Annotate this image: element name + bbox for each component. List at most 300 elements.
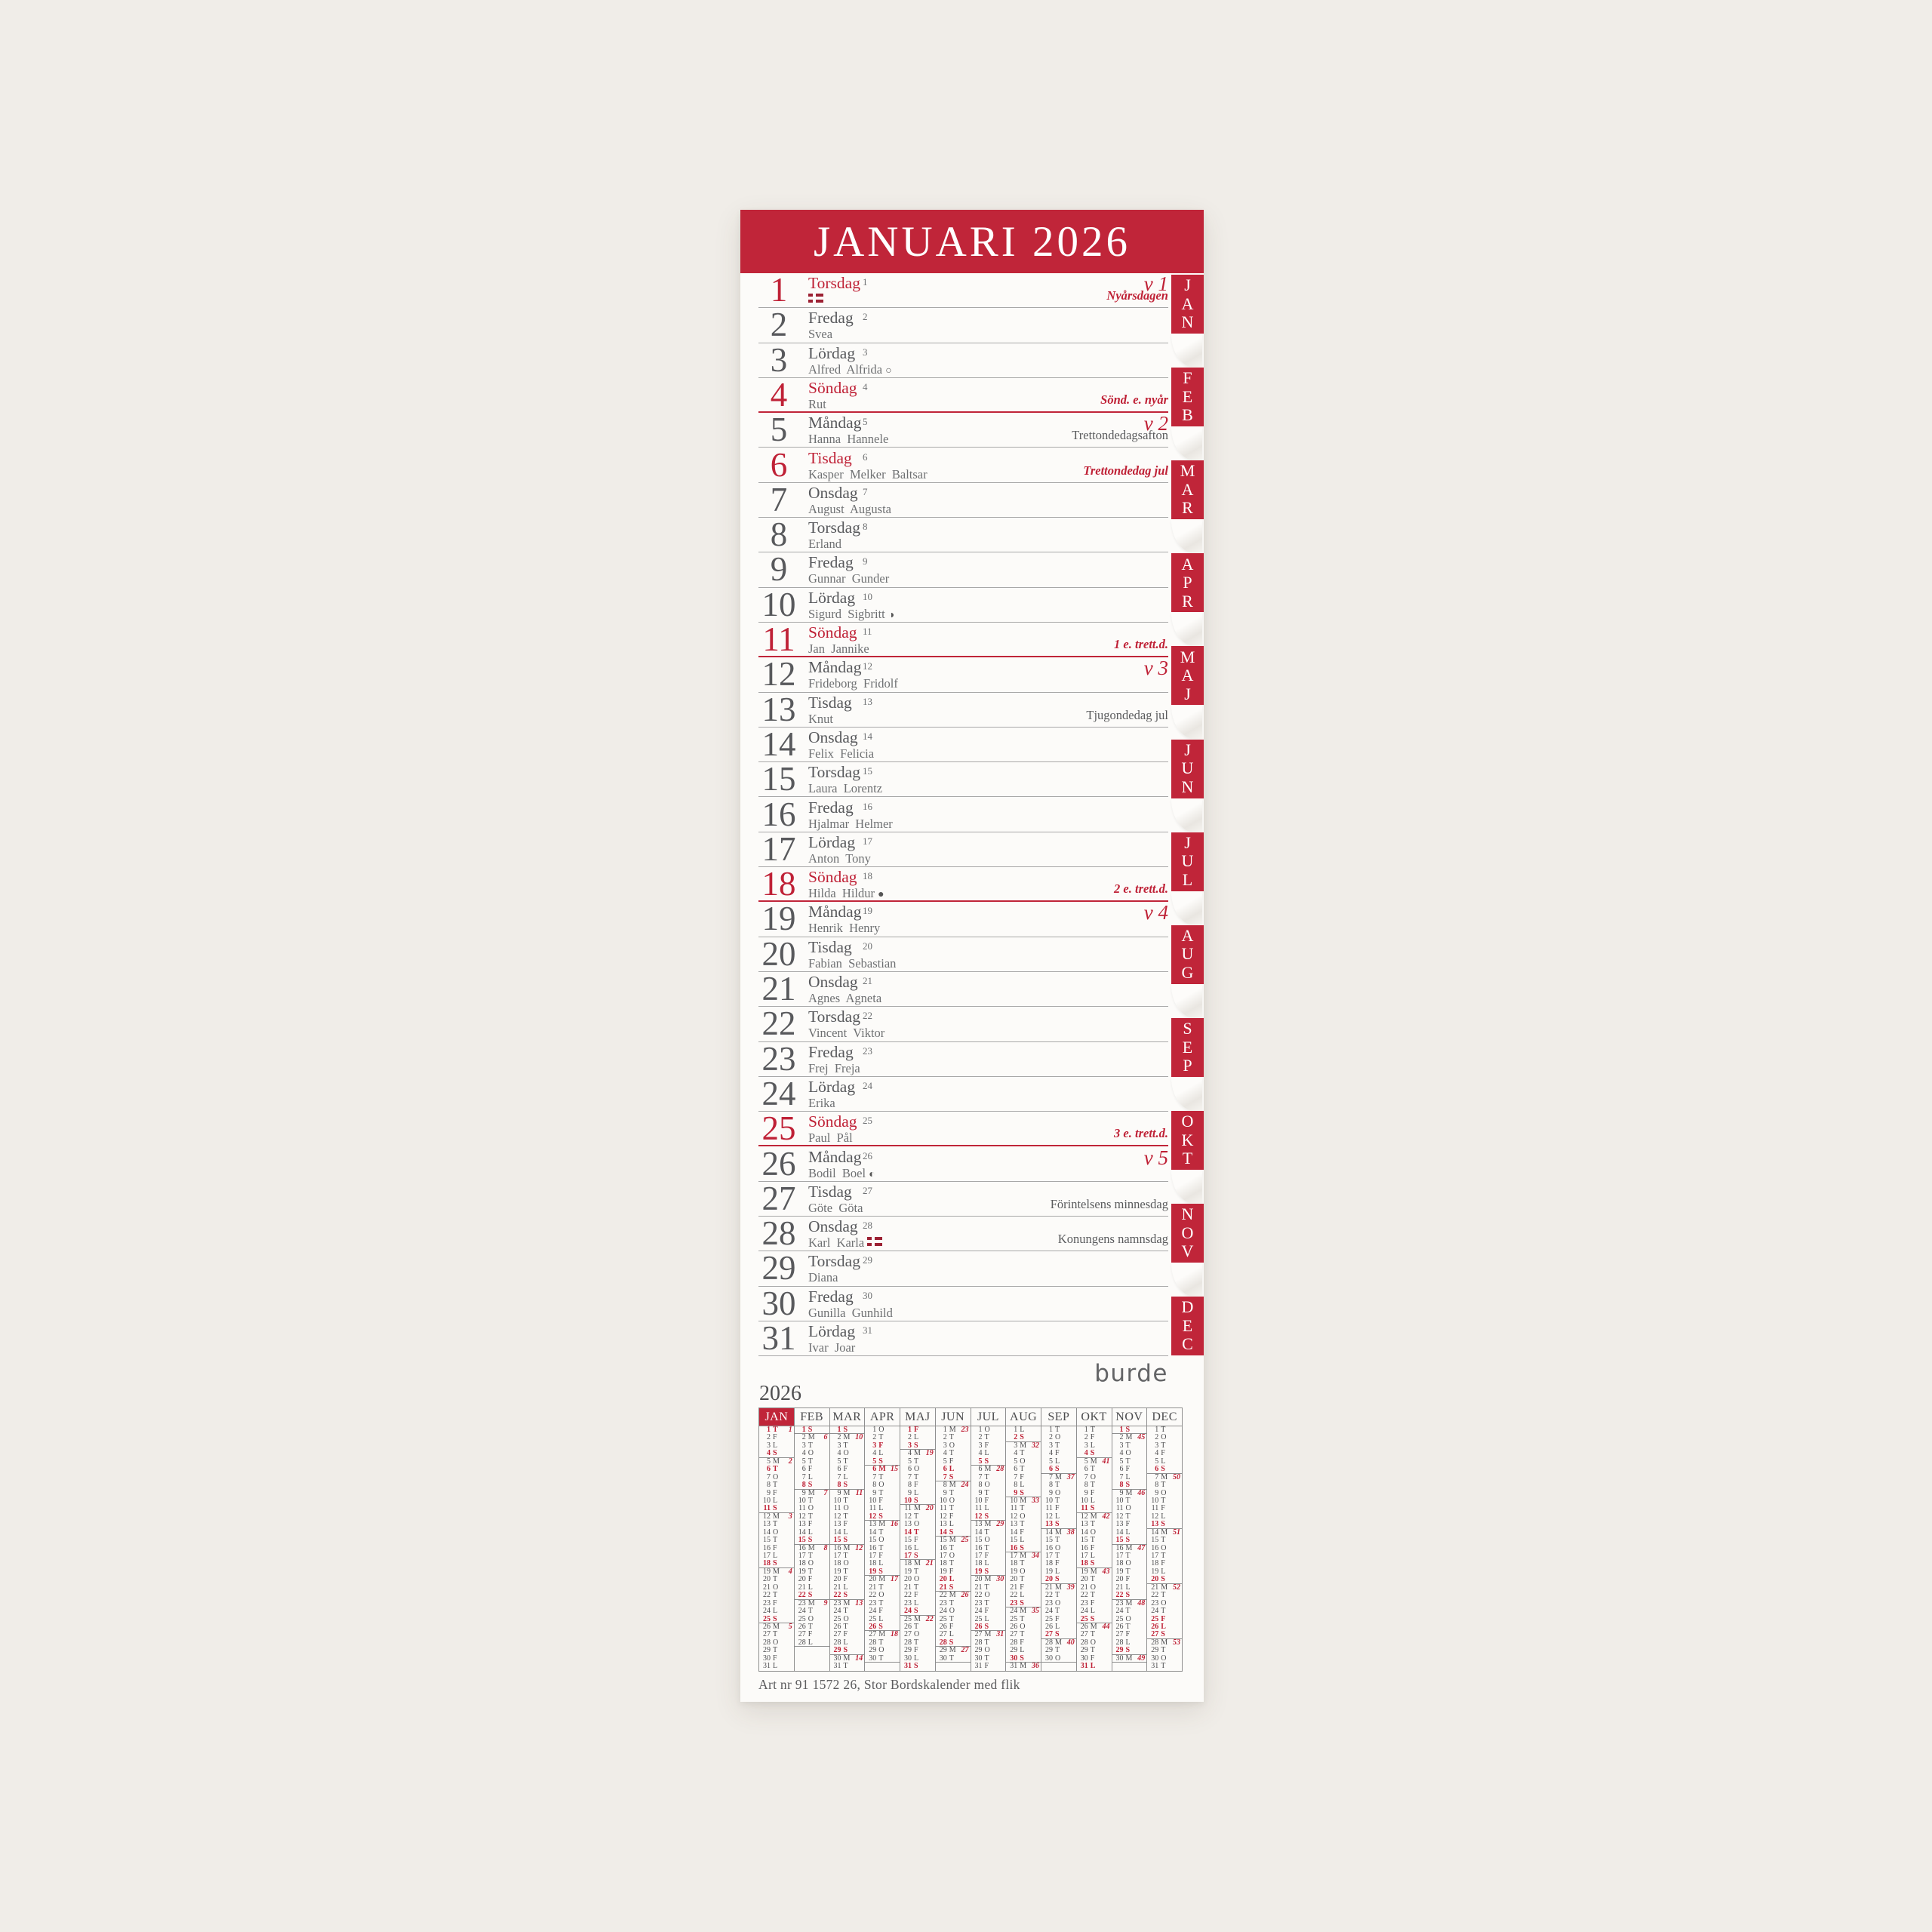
mini-weekday-letter: S: [773, 1614, 777, 1623]
mini-weekday-letter: L: [1055, 1567, 1060, 1576]
mini-day-number: 13: [1045, 1520, 1053, 1529]
mini-weekday-letter: T: [808, 1622, 813, 1631]
mini-weekday-letter: S: [1055, 1520, 1060, 1529]
holiday-note: Nyårsdagen: [1106, 288, 1168, 303]
name-days: Erland: [808, 537, 841, 552]
mini-day-number: 1: [1084, 1426, 1088, 1434]
mini-weekday-letter: T: [1055, 1536, 1060, 1545]
tab-letter: J: [1184, 740, 1191, 759]
mini-day-number: 1: [767, 1426, 771, 1434]
mini-weekday-letter: F: [914, 1646, 918, 1655]
mini-day-number: 21: [798, 1583, 806, 1592]
mini-day-number: 16: [1080, 1543, 1088, 1552]
month-tab-maj[interactable]: [1171, 646, 1204, 705]
mini-weekday-letter: L: [878, 1449, 884, 1458]
mini-day-number: 7: [767, 1472, 771, 1481]
mini-day-number: 16: [833, 1543, 841, 1552]
page-curl: [1171, 1170, 1202, 1204]
year-table: [758, 1407, 1183, 1672]
mini-day-number: 16: [939, 1543, 947, 1552]
mini-day-number: 15: [763, 1536, 771, 1545]
tab-letter: M: [1180, 461, 1195, 481]
mini-weekday-letter: O: [1161, 1598, 1167, 1607]
day-row: [758, 515, 1168, 554]
mini-day-number: 3: [1084, 1441, 1088, 1450]
mini-day-number: 31: [1151, 1662, 1159, 1671]
note-column-day-number: 16: [863, 800, 872, 812]
mini-day-number: 9: [1155, 1488, 1159, 1497]
weekday-label: Måndag: [808, 658, 862, 677]
mini-weekday-letter: L: [843, 1583, 848, 1592]
mini-weekday-letter: T: [1161, 1426, 1166, 1434]
month-tab-mar[interactable]: [1171, 460, 1204, 519]
mini-day-number: 26: [798, 1622, 806, 1631]
day-row-annotations: [866, 693, 1168, 727]
mini-weekday-letter: L: [949, 1520, 954, 1529]
mini-week-number: 3: [788, 1512, 792, 1521]
note-column-day-number: 19: [863, 905, 872, 917]
mini-weekday-letter: T: [949, 1614, 954, 1623]
month-tab-jan[interactable]: [1171, 275, 1204, 334]
day-row-annotations: [866, 1042, 1168, 1076]
mini-week-number: 22: [925, 1614, 934, 1623]
mini-weekday-letter: O: [1055, 1543, 1061, 1552]
mini-weekday-letter: L: [773, 1607, 778, 1616]
month-tab-jul[interactable]: [1171, 832, 1204, 891]
mini-day-number: 22: [798, 1591, 806, 1600]
mini-day-number: 28: [939, 1638, 947, 1647]
mini-day-number: 26: [904, 1622, 912, 1631]
mini-day-number: 18: [833, 1559, 841, 1568]
name-days: Hilda Hildur ●: [808, 886, 884, 901]
tab-letter: A: [1181, 925, 1194, 945]
mini-weekday-letter: S: [949, 1583, 954, 1592]
mini-weekday-letter: T: [1020, 1559, 1025, 1568]
day-number: 15: [761, 760, 796, 798]
mini-day-number: 23: [1151, 1598, 1159, 1607]
mini-weekday-letter: T: [1125, 1567, 1131, 1576]
mini-day-number: 10: [974, 1496, 983, 1505]
day-number: 24: [761, 1074, 796, 1112]
month-tab-dec[interactable]: [1171, 1297, 1204, 1355]
name-days: [808, 293, 860, 306]
mini-day-number: 5: [1119, 1457, 1124, 1466]
mini-weekday-letter: F: [984, 1496, 989, 1505]
mini-weekday-letter: L: [1090, 1607, 1095, 1616]
weekday-label: Onsdag: [808, 1217, 858, 1236]
mini-weekday-letter: O: [949, 1552, 955, 1560]
mini-weekday-letter: M: [1125, 1598, 1133, 1607]
mini-weekday-letter: M: [914, 1504, 921, 1513]
mini-day-number: 15: [1010, 1536, 1018, 1545]
mini-weekday-letter: F: [773, 1598, 777, 1607]
name-days: Fabian Sebastian: [808, 955, 897, 971]
mini-weekday-letter: S: [878, 1457, 883, 1466]
mini-weekday-letter: F: [843, 1465, 848, 1474]
mini-weekday-letter: M: [914, 1614, 921, 1623]
month-tab-jun[interactable]: [1171, 740, 1204, 798]
mini-weekday-letter: M: [1055, 1527, 1062, 1537]
day-number: 8: [770, 515, 788, 554]
mini-week-number: 15: [891, 1465, 898, 1474]
mini-weekday-letter: S: [1020, 1598, 1024, 1607]
mini-weekday-letter: F: [878, 1496, 883, 1505]
day-main: [808, 693, 852, 725]
holiday-note: Förintelsens minnesdag: [1050, 1197, 1168, 1212]
mini-weekday-letter: F: [914, 1536, 918, 1545]
mini-month-days: [1147, 1426, 1182, 1671]
mini-week-number: 45: [1137, 1433, 1146, 1442]
mini-day-number: 5: [1155, 1457, 1159, 1466]
mini-weekday-letter: O: [878, 1591, 884, 1600]
mini-month-days: [900, 1426, 935, 1671]
mini-weekday-letter: S: [949, 1638, 954, 1647]
mini-weekday-letter: O: [773, 1638, 779, 1647]
mini-day-number: 7: [943, 1472, 947, 1481]
name-days: Gunnar Gunder: [808, 571, 890, 586]
page-curl: [1171, 1077, 1202, 1111]
tab-letter: P: [1183, 573, 1192, 592]
mini-week-number: 48: [1137, 1598, 1146, 1607]
mini-day-number: 18: [939, 1559, 947, 1568]
mini-weekday-letter: T: [1055, 1591, 1060, 1600]
mini-day-number: 30: [1080, 1654, 1088, 1663]
mini-day-number: 14: [1010, 1527, 1018, 1537]
mini-day-number: 12: [869, 1512, 877, 1521]
mini-day-number: 24: [1115, 1607, 1124, 1616]
mini-day: [865, 1655, 900, 1663]
mini-day-number: 24: [1045, 1607, 1053, 1616]
mini-weekday-letter: L: [1020, 1536, 1025, 1545]
mini-weekday-letter: L: [1161, 1512, 1166, 1521]
mini-weekday-letter: F: [773, 1433, 777, 1442]
mini-weekday-letter: T: [878, 1638, 884, 1647]
mini-day-number: 28: [798, 1638, 806, 1647]
note-column-day-number: 4: [863, 380, 868, 392]
mini-weekday-letter: L: [773, 1552, 778, 1560]
mini-day-number: 5: [837, 1457, 841, 1466]
mini-day-number: 10: [1010, 1496, 1018, 1505]
mini-weekday-letter: L: [843, 1638, 848, 1647]
mini-week-number: 35: [1032, 1607, 1039, 1616]
mini-day-number: 11: [940, 1504, 947, 1513]
mini-weekday-letter: S: [914, 1441, 918, 1450]
day-row-annotations: [866, 448, 1168, 482]
note-column-day-number: 22: [863, 1010, 872, 1022]
mini-day-number: 6: [837, 1465, 841, 1474]
mini-weekday-letter: F: [1125, 1575, 1131, 1584]
month-tab-sep[interactable]: [1171, 1018, 1204, 1077]
mini-weekday-letter: O: [878, 1536, 884, 1545]
mini-day-number: 2: [1119, 1433, 1124, 1442]
mini-weekday-letter: M: [878, 1465, 886, 1474]
mini-week-number: 12: [855, 1543, 863, 1552]
day-number: 1: [770, 271, 788, 309]
mini-day-number: 15: [833, 1536, 841, 1545]
mini-day-number: 24: [869, 1607, 877, 1616]
mini-day-number: 8: [1155, 1481, 1159, 1490]
mini-day-number: 5: [908, 1457, 912, 1466]
mini-weekday-letter: S: [773, 1559, 777, 1568]
mini-day-number: 18: [1115, 1559, 1124, 1568]
mini-weekday-letter: L: [1125, 1472, 1131, 1481]
mini-day: [936, 1655, 971, 1663]
mini-day-number: 24: [763, 1607, 771, 1616]
mini-weekday-letter: F: [949, 1567, 954, 1576]
month-tab-nov[interactable]: [1171, 1204, 1204, 1263]
day-number: 2: [770, 306, 788, 344]
day-row: [758, 1144, 1168, 1183]
mini-day-number: 13: [763, 1520, 771, 1529]
mini-day-number: 23: [974, 1598, 983, 1607]
mini-weekday-letter: L: [808, 1583, 813, 1592]
note-column-day-number: 7: [863, 485, 868, 497]
mini-day-number: 5: [943, 1457, 947, 1466]
mini-weekday-letter: L: [914, 1433, 919, 1442]
day-number: 18: [761, 865, 796, 903]
mini-weekday-letter: S: [1090, 1449, 1095, 1458]
name-days: Knut: [808, 711, 833, 726]
note-column-day-number: 3: [863, 346, 868, 358]
mini-day-number: 1: [908, 1426, 912, 1434]
day-number: 22: [761, 1004, 796, 1043]
mini-day-number: 1: [872, 1426, 877, 1434]
mini-week-number: 21: [925, 1559, 934, 1568]
mini-day-number: 22: [1045, 1591, 1053, 1600]
mini-day-number: 27: [974, 1630, 983, 1639]
mini-day-number: 9: [978, 1488, 983, 1497]
day-row: [758, 445, 1168, 484]
mini-day-number: 28: [974, 1638, 983, 1647]
mini-day-number: 20: [1151, 1575, 1159, 1584]
day-number: 14: [761, 724, 796, 763]
mini-day-number: 31: [974, 1662, 983, 1671]
mini-weekday-letter: M: [1125, 1543, 1133, 1552]
day-row-annotations: [866, 657, 1168, 691]
day-row: [758, 308, 1168, 343]
mini-weekday-letter: T: [1090, 1426, 1095, 1434]
mini-weekday-letter: O: [1161, 1433, 1167, 1442]
note-column-day-number: 10: [863, 590, 872, 602]
mini-weekday-letter: L: [808, 1472, 813, 1481]
name-days: Hanna Hannele: [808, 432, 889, 447]
mini-day-number: 11: [974, 1504, 983, 1513]
mini-day-number: 30: [904, 1654, 912, 1663]
mini-weekday-letter: L: [1125, 1527, 1131, 1537]
mini-weekday-letter: L: [984, 1449, 989, 1458]
mini-day-number: 21: [869, 1583, 877, 1592]
mini-weekday-letter: M: [914, 1559, 921, 1568]
mini-weekday-letter: S: [878, 1622, 883, 1631]
mini-day-number: 27: [833, 1630, 841, 1639]
mini-day-number: 17: [974, 1552, 983, 1560]
mini-weekday-letter: O: [878, 1481, 884, 1490]
mini-weekday-letter: T: [914, 1567, 919, 1576]
mini-day-number: 20: [869, 1575, 877, 1584]
mini-weekday-letter: O: [949, 1496, 955, 1505]
weekday-label: Fredag: [808, 553, 854, 572]
day-number: 13: [761, 690, 796, 728]
mini-day-number: 29: [939, 1646, 947, 1655]
mini-weekday-letter: T: [843, 1496, 848, 1505]
mini-day-number: 20: [798, 1575, 806, 1584]
note-column-day-number: 2: [863, 311, 868, 323]
mini-weekday-letter: O: [878, 1646, 884, 1655]
mini-day-number: 13: [1080, 1520, 1088, 1529]
mini-weekday-letter: T: [878, 1433, 884, 1442]
mini-day-number: 30: [974, 1654, 983, 1663]
mini-weekday-letter: T: [1020, 1449, 1025, 1458]
note-column-day-number: 11: [863, 626, 872, 637]
mini-weekday-letter: M: [1090, 1457, 1097, 1466]
mini-day-number: 16: [763, 1543, 771, 1552]
mini-weekday-letter: M: [843, 1654, 851, 1663]
mini-weekday-letter: M: [914, 1449, 921, 1458]
tab-letter: A: [1181, 554, 1194, 574]
swedish-flag-icon: [808, 294, 823, 303]
mini-day-number: 27: [904, 1630, 912, 1639]
mini-day-number: 26: [1080, 1622, 1088, 1631]
page-curl: [1171, 426, 1202, 460]
tab-letter: J: [1184, 832, 1191, 852]
mini-month-days: [1006, 1426, 1041, 1671]
mini-weekday-letter: L: [1055, 1457, 1060, 1466]
weekday-label: Lördag: [808, 588, 856, 607]
mini-day-number: 28: [1010, 1638, 1018, 1647]
tab-letter: E: [1182, 1037, 1193, 1057]
mini-day-number: 15: [1151, 1536, 1159, 1545]
day-row: [758, 829, 1168, 868]
mini-day-number: 23: [1115, 1598, 1124, 1607]
day-number: 20: [761, 934, 796, 973]
weekday-label: Onsdag: [808, 728, 858, 746]
mini-week-number: 34: [1032, 1552, 1039, 1560]
mini-weekday-letter: O: [914, 1575, 920, 1584]
tab-letter: T: [1182, 1149, 1193, 1168]
mini-month-apr: [864, 1408, 900, 1671]
mini-day: [1112, 1655, 1147, 1663]
mini-weekday-letter: T: [843, 1552, 848, 1560]
mini-weekday-letter: F: [878, 1552, 883, 1560]
mini-day-number: 1: [837, 1426, 841, 1434]
name-days: Vincent Viktor: [808, 1026, 885, 1041]
mini-month-days: [1112, 1426, 1147, 1663]
day-row-annotations: [866, 308, 1168, 342]
weekday-label: Fredag: [808, 798, 854, 817]
day-row: [758, 1004, 1168, 1043]
mini-weekday-letter: O: [1161, 1654, 1167, 1663]
tab-letter: N: [1181, 312, 1194, 332]
mini-day-number: 3: [1014, 1441, 1018, 1450]
page-title: JANUARI 2026: [813, 218, 1131, 266]
month-tab-apr[interactable]: [1171, 553, 1204, 612]
day-row: [758, 413, 1168, 448]
mini-week-number: 14: [855, 1654, 863, 1663]
mini-weekday-letter: T: [773, 1575, 778, 1584]
page-curl: [1171, 519, 1202, 553]
mini-day-number: 31: [1010, 1662, 1018, 1671]
mini-day-number: 23: [939, 1598, 947, 1607]
mini-month-maj: [900, 1408, 935, 1671]
mini-day-number: 22: [833, 1591, 841, 1600]
mini-day-number: 6: [978, 1465, 983, 1474]
mini-weekday-letter: T: [1161, 1536, 1166, 1545]
mini-weekday-letter: S: [1055, 1630, 1060, 1639]
tab-letter: P: [1183, 1056, 1192, 1075]
mini-weekday-letter: S: [1161, 1630, 1165, 1639]
mini-week-number: 31: [996, 1630, 1004, 1639]
day-row-annotations: [866, 343, 1168, 377]
mini-day-number: 13: [1010, 1520, 1018, 1529]
mini-day-number: 22: [1115, 1591, 1124, 1600]
mini-day-number: 27: [1045, 1630, 1053, 1639]
mini-day-number: 20: [763, 1575, 771, 1584]
weekday-label: Tisdag: [808, 1182, 852, 1201]
day-row-annotations: [866, 483, 1168, 517]
mini-day: [971, 1663, 1006, 1670]
mini-weekday-letter: S: [914, 1496, 918, 1505]
mini-weekday-letter: L: [1090, 1441, 1095, 1450]
mini-day-number: 14: [974, 1527, 983, 1537]
day-row-annotations: [866, 972, 1168, 1006]
day-main: [808, 308, 854, 340]
page-curl: [1171, 984, 1202, 1018]
mini-day-number: 16: [1151, 1543, 1159, 1552]
mini-weekday-letter: F: [773, 1654, 777, 1663]
mini-month-days: [759, 1426, 794, 1671]
mini-weekday-letter: T: [949, 1488, 954, 1497]
mini-day-number: 6: [1049, 1465, 1053, 1474]
day-row: [758, 620, 1168, 658]
mini-week-number: 49: [1137, 1654, 1146, 1663]
mini-day-number: 24: [904, 1607, 912, 1616]
month-tab-aug[interactable]: [1171, 925, 1204, 984]
mini-day-number: 7: [978, 1472, 983, 1481]
mini-day-number: 10: [869, 1496, 877, 1505]
mini-day-number: 25: [869, 1614, 877, 1623]
mini-day-number: 31: [833, 1662, 841, 1671]
tab-letter: R: [1182, 498, 1193, 518]
day-number: 25: [761, 1109, 796, 1148]
mini-day-number: 23: [1045, 1598, 1053, 1607]
mini-weekday-letter: F: [1125, 1520, 1131, 1529]
mini-day-number: 27: [1010, 1630, 1018, 1639]
mini-week-number: 46: [1137, 1488, 1146, 1497]
mini-weekday-letter: T: [949, 1654, 954, 1663]
mini-day-number: 1: [1119, 1426, 1124, 1434]
day-rows: [758, 273, 1168, 1357]
mini-weekday-letter: L: [1161, 1457, 1166, 1466]
mini-day-number: 14: [798, 1527, 806, 1537]
mini-weekday-letter: L: [878, 1504, 884, 1513]
month-tab-feb[interactable]: [1171, 368, 1204, 426]
name-days: Göte Göta: [808, 1200, 863, 1215]
weekday-label: Lördag: [808, 1077, 856, 1096]
month-tab-okt[interactable]: [1171, 1111, 1204, 1170]
mini-weekday-letter: S: [1125, 1536, 1131, 1545]
day-row: [758, 552, 1168, 587]
mini-weekday-letter: S: [1161, 1575, 1165, 1584]
mini-day-number: 30: [939, 1654, 947, 1663]
mini-weekday-letter: L: [1020, 1426, 1025, 1434]
mini-weekday-letter: F: [808, 1630, 813, 1639]
mini-day-number: 18: [1045, 1559, 1053, 1568]
mini-day-number: 7: [1119, 1472, 1124, 1481]
mini-weekday-letter: T: [878, 1543, 884, 1552]
mini-weekday-letter: O: [1055, 1598, 1061, 1607]
mini-weekday-letter: F: [984, 1662, 989, 1671]
mini-weekday-letter: O: [1125, 1449, 1131, 1458]
